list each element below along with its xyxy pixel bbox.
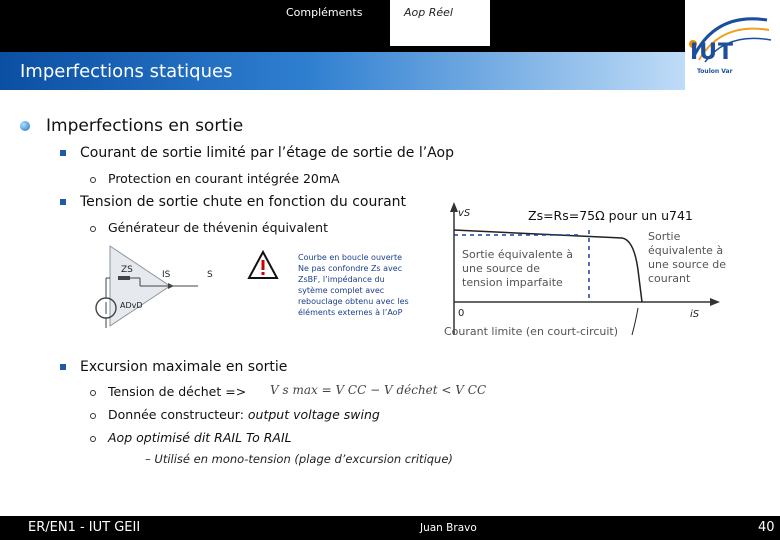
label-zs: ZS xyxy=(121,265,133,275)
square-bullet-icon xyxy=(60,364,66,370)
footer-bar xyxy=(0,516,780,540)
warning-note xyxy=(298,252,428,318)
page-title: Imperfections statiques xyxy=(20,61,233,82)
right-region-label: courant xyxy=(648,272,691,285)
right-region-label: une source de xyxy=(648,258,726,271)
constructeur-label: Donnée constructeur: xyxy=(108,407,248,422)
logo-subtext: Toulon Var xyxy=(697,68,733,75)
bullet-excursion: Excursion maximale en sortie xyxy=(80,359,288,375)
circle-bullet-icon xyxy=(90,177,96,183)
footer-course: ER/EN1 - IUT GEII xyxy=(28,520,141,535)
circle-bullet-icon xyxy=(90,226,96,232)
label-source: ADvD xyxy=(120,301,143,310)
title-band xyxy=(0,52,685,90)
logo-text: IUT xyxy=(690,40,735,65)
nav-tab-complements[interactable]: Compléments xyxy=(286,6,363,19)
sub-bullet-constructeur xyxy=(108,407,380,422)
warning-line: rebouclage obtenu avec les xyxy=(298,297,409,306)
sub-bullet-dechet: Tension de déchet => xyxy=(108,384,247,399)
right-region-label: équivalente à xyxy=(648,244,724,257)
square-bullet-icon xyxy=(60,199,66,205)
constructeur-value: output voltage swing xyxy=(247,407,380,422)
warning-line: Ne pas confondre Zs avec xyxy=(298,264,403,273)
sub-sub-bullet-mono-tension: – Utilisé en mono-tension (plage d’excursion critique) xyxy=(145,452,453,466)
bottom-region-label: Courant limite (en court-circuit) xyxy=(444,325,619,338)
sub-bullet-thevenin: Générateur de thévenin équivalent xyxy=(108,220,328,235)
origin-label: 0 xyxy=(458,308,465,319)
annotation-arrow xyxy=(632,308,638,335)
y-axis-arrow xyxy=(450,202,458,212)
label-s: S xyxy=(207,270,213,280)
footer-author: Juan Bravo xyxy=(420,522,477,534)
output-voltage-chart xyxy=(442,200,732,345)
label-is: IS xyxy=(162,270,171,280)
section-bullet-icon xyxy=(20,121,30,131)
nav-tab-aop-reel[interactable]: Aop Réel xyxy=(390,0,490,46)
x-axis-label: iS xyxy=(690,309,700,320)
chart-legend: Zs=Rs=75Ω pour un u741 xyxy=(528,208,693,223)
bullet-output-current: Courant de sortie limité par l’étage de sortie de l’Aop xyxy=(80,145,454,161)
thevenin-circuit-diagram xyxy=(88,242,228,332)
circle-bullet-icon xyxy=(90,413,96,419)
square-bullet-icon xyxy=(60,150,66,156)
top-nav-bar xyxy=(0,0,685,52)
left-region-label: une source de xyxy=(462,262,540,275)
warning-line: sytème complet avec xyxy=(298,286,385,295)
left-region-label: Sortie équivalente à xyxy=(462,248,574,261)
sub-bullet-rail: Aop optimisé dit RAIL To RAIL xyxy=(108,430,292,445)
dechet-formula: V s max = V CC − V déchet < V CC xyxy=(270,383,487,397)
section-heading: Imperfections en sortie xyxy=(46,116,244,136)
sub-bullet-protection: Protection en courant intégrée 20mA xyxy=(108,171,340,186)
page-number: 40 xyxy=(758,520,775,535)
warning-line: ZsBF, l’impédance du xyxy=(298,275,385,284)
bullet-voltage-drop: Tension de sortie chute en fonction du courant xyxy=(80,194,407,210)
warning-icon xyxy=(247,250,279,280)
circle-bullet-icon xyxy=(90,436,96,442)
right-region-label: Sortie xyxy=(648,230,681,243)
left-region-label: tension imparfaite xyxy=(462,276,563,289)
warning-line: Courbe en boucle ouverte xyxy=(298,253,403,262)
y-axis-label: vS xyxy=(458,208,471,219)
x-axis-arrow xyxy=(710,298,720,306)
circle-bullet-icon xyxy=(90,390,96,396)
warning-line: éléments externes à l’AoP xyxy=(298,308,403,317)
